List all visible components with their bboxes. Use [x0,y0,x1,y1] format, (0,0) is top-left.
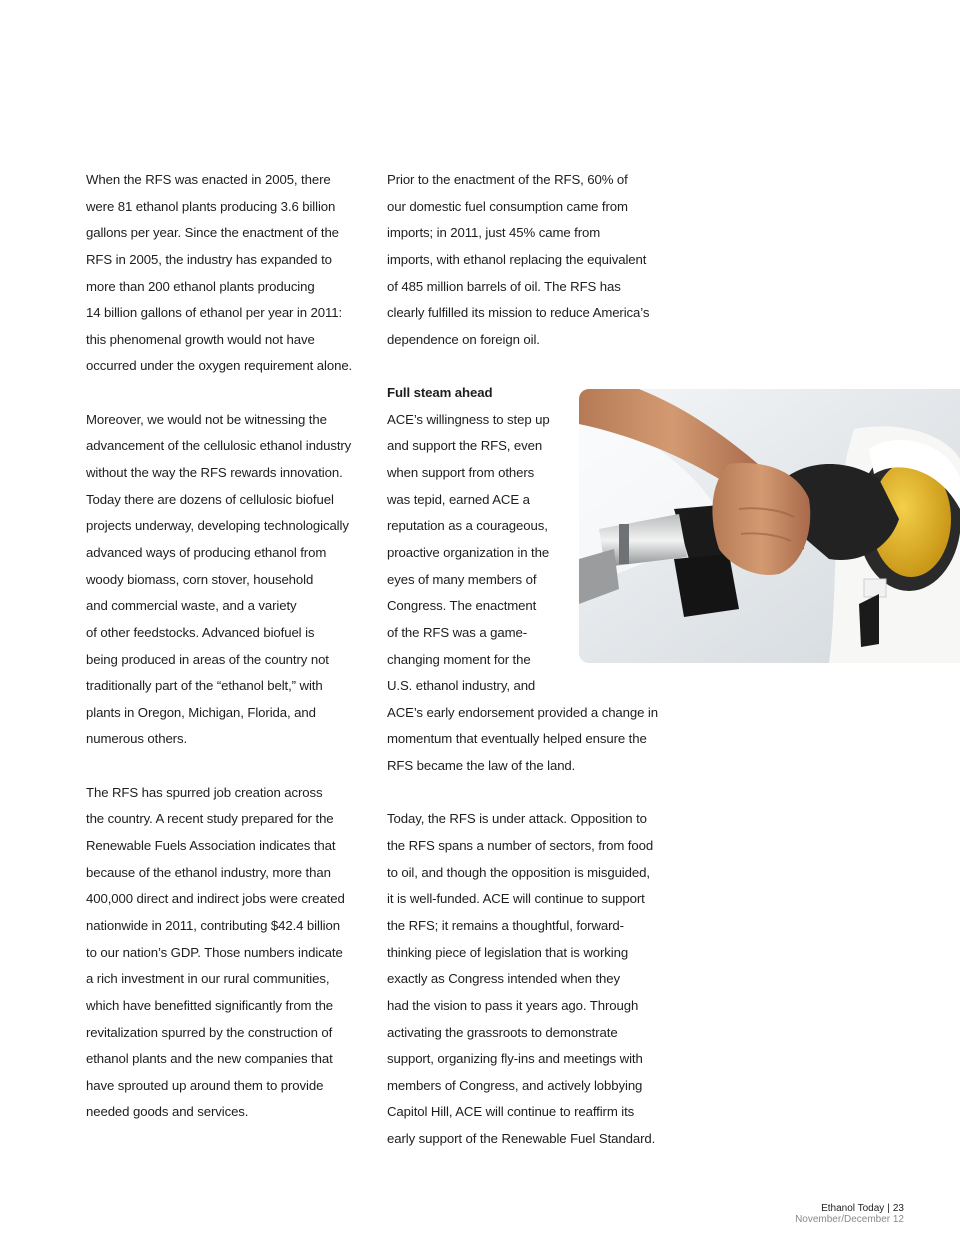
text-line: plants in Oregon, Michigan, Florida, and [86,704,316,720]
text-line: our domestic fuel consumption came from [387,198,628,214]
text-line: which have benefitted significantly from the [86,997,334,1013]
text-line: woody biomass, corn stover, household [86,571,314,587]
text-line: Today, the RFS is under attack. Opposition to [387,811,647,827]
text-line: imports; in 2011, just 45% came from [387,225,601,241]
text-line: activating the grassroots to demonstrate [387,1024,618,1040]
text-line: because of the ethanol industry, more than [86,864,331,880]
text-line: ACE’s willingness to step up [387,411,550,427]
text-line: projects underway, developing technologically [86,518,349,534]
text-line: dependence on foreign oil. [387,331,540,347]
text-line: nationwide in 2011, contributing $42.4 billion [86,917,340,933]
text-line: to oil, and though the opposition is misguided, [387,864,650,880]
text-line: it is well-funded. ACE will continue to support [387,891,645,907]
text-line: needed goods and services. [86,1104,249,1120]
text-line: and commercial waste, and a variety [86,598,297,614]
text-line: had the vision to pass it years ago. Through [387,997,639,1013]
text-line: clearly fulfilled its mission to reduce America’s [387,305,650,321]
text-line: members of Congress, and actively lobbying [387,1077,643,1093]
page-footer [795,1203,904,1225]
text-line: without the way the RFS rewards innovation. [86,465,343,481]
text-line: support, organizing fly-ins and meetings with [387,1051,643,1067]
text-line: U.S. ethanol industry, and [387,678,536,694]
footer-publication-line [795,1203,904,1214]
text-line: proactive organization in the [387,544,550,560]
text-line: Capitol Hill, ACE will continue to reaffirm its [387,1104,635,1120]
text-line: when support from others [387,465,535,481]
fuel-pump-photo [579,389,960,663]
text-line: Congress. The enactment [387,598,537,614]
text-line: 14 billion gallons of ethanol per year in 2011: [86,305,343,321]
text-line: Today there are dozens of cellulosic biofuel [86,491,334,507]
text-line: were 81 ethanol plants producing 3.6 billion [86,198,336,214]
text-line: more than 200 ethanol plants producing [86,278,315,294]
text-line: of other feedstocks. Advanced biofuel is [86,624,315,640]
text-line: RFS became the law of the land. [387,758,576,774]
text-line: The RFS has spurred job creation across [86,784,323,800]
text-line: the country. A recent study prepared for the [86,811,334,827]
text-line: advancement of the cellulosic ethanol industry [86,438,352,454]
text-line: reputation as a courageous, [387,518,548,534]
text-line: numerous others. [86,731,188,747]
footer-separator: | [887,1203,890,1214]
text-line: ACE’s early endorsement provided a change in [387,704,658,720]
text-line: ethanol plants and the new companies that [86,1051,333,1067]
issue-date: November/December 12 [795,1214,904,1225]
text-line: gallons per year. Since the enactment of the [86,225,339,241]
text-line: 400,000 direct and indirect jobs were created [86,891,345,907]
text-line: of 485 million barrels of oil. The RFS has [387,278,621,294]
text-line: advanced ways of producing ethanol from [86,544,327,560]
text-line: exactly as Congress intended when they [387,971,620,987]
text-line: occurred under the oxygen requirement alone. [86,358,353,374]
text-line: When the RFS was enacted in 2005, there [86,172,331,187]
text-line: Prior to the enactment of the RFS, 60% of [387,172,628,187]
text-line: Moreover, we would not be witnessing the [86,411,327,427]
text-line: eyes of many members of [387,571,537,587]
text-line: the RFS spans a number of sectors, from food [387,838,654,854]
text-line: RFS in 2005, the industry has expanded to [86,251,332,267]
text-line: imports, with ethanol replacing the equivalent [387,251,647,267]
subheading: Full steam ahead [387,385,493,401]
intro-paragraph [387,167,662,353]
text-line: to our nation’s GDP. Those numbers indicate [86,944,343,960]
text-line: have sprouted up around them to provide [86,1077,324,1093]
text-line: early support of the Renewable Fuel Standard. [387,1131,656,1147]
text-line: the RFS; it remains a thoughtful, forward- [387,917,624,933]
text-line: momentum that eventually helped ensure the [387,731,647,747]
text-line: of the RFS was a game- [387,624,527,640]
left-column [86,167,371,1126]
text-line: and support the RFS, even [387,438,543,454]
text-line: this phenomenal growth would not have [86,331,315,347]
text-line: changing moment for the [387,651,531,667]
text-line: a rich investment in our rural communities, [86,971,330,987]
text-line: thinking piece of legislation that is working [387,944,629,960]
text-line: was tepid, earned ACE a [387,491,530,507]
publication-name: Ethanol Today [821,1203,885,1214]
text-line: being produced in areas of the country not [86,651,329,667]
text-line: revitalization spurred by the construction of [86,1024,333,1040]
text-line: traditionally part of the “ethanol belt,” with [86,678,323,694]
text-line: Renewable Fuels Association indicates that [86,838,336,854]
page-number: 23 [892,1203,904,1214]
